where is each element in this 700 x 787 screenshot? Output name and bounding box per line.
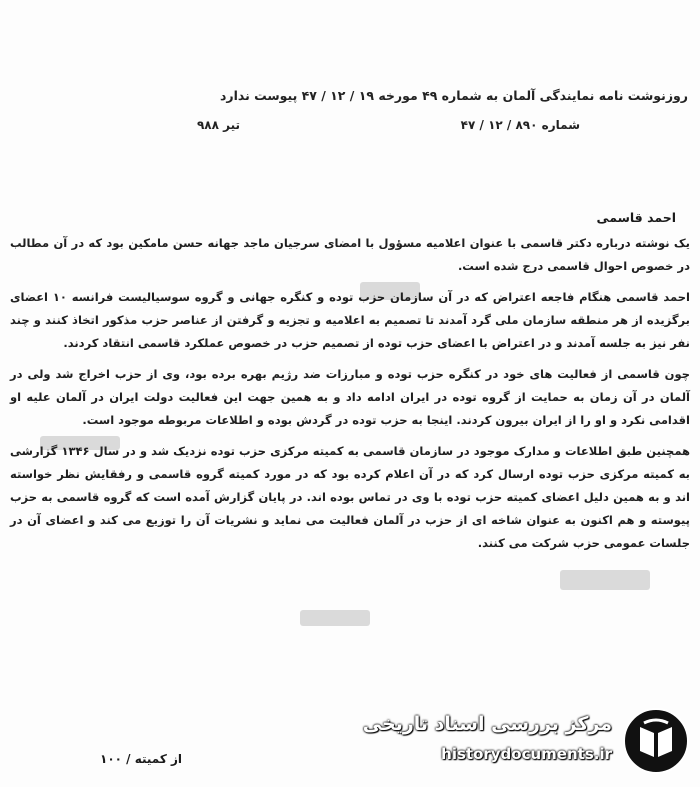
body-paragraph: یک نوشته درباره دکتر قاسمی با عنوان اعلامیه مسؤول با امضای سرجیان ماجد جهانه حسن مامکین بود که در آن مطالب در خصوص احوال قاسمی درج شده است. [10, 236, 690, 273]
scan-speckle [560, 570, 650, 590]
scan-speckle [300, 610, 370, 626]
document-body [10, 232, 690, 563]
watermark [362, 707, 690, 775]
body-paragraph: چون قاسمی از فعالیت های خود در کنگره حزب توده و مبارزات ضد رژیم بهره برده بود، وی از حزب اخراج شد ولی در آلمان در آن زمان به حمایت از گروه توده در ایران ادامه داد و به همین جهت این فعالیت دولت ایران در آلمان علیه او اقدامی نکرد و او را از ایران بیرون کردند. اینجا به حزب توده در گردش بوده و اطلاعات مربوطه موجود است. [10, 367, 690, 427]
body-paragraph: همچنین طبق اطلاعات و مدارک موجود در سازمان قاسمی به کمیته مرکزی حزب توده نزدیک شد و در سال ۱۳۴۶ گزارشی به کمیته مرکزی حزب توده ارسال کرد که در آن اعلام کرده بود که در مورد کمیته گروه قاسمی و رفقایش نظر خواسته اند و به همین دلیل اعضای کمیته حزب توده با وی در تماس بوده اند. در پایان گزارش آمده است که گروه قاسمی به حزب پیوسته و هم اکنون به عنوان شاخه ای از حزب در آلمان فعالیت می نماید و نشریات آن را توزیع می کند و اعضای آن در جلسات عمومی حزب شرکت می کنند. [10, 444, 690, 550]
document-subject-name: احمد قاسمی [596, 210, 676, 225]
watermark-title: مرکز بررسی اسناد تاریخی [362, 713, 612, 735]
body-paragraph: احمد قاسمی هنگام فاجعه اعتراض که در آن سازمان حزب توده و کنگره جهانی و گروه سوسیالیست فرانسه ۱۰ اعضای برگزیده از هر منطقه سازمان ملی گرد آمدند تا تصمیم به اعلامیه و تجزیه و گرفتن از عناصر حزب مذکور اتخاذ کنند و چند نفر نیز به جلسه آمدند و در اعتراض با اعضای حزب توده از تصمیم حزب در خصوص عملکرد قاسمی انتقاد کردند. [10, 290, 690, 350]
watermark-url: historydocuments.ir [441, 745, 612, 763]
document-header-line: روزنوشت نامه نمایندگی آلمان به شماره ۴۹ مورخه ۱۹ / ۱۲ / ۴۷ پیوست ندارد [219, 88, 688, 103]
document-reference-number: شماره ۸۹۰ / ۱۲ / ۴۷ [460, 118, 580, 132]
book-icon [622, 707, 690, 775]
document-reference-code: تیر ۹۸۸ [196, 118, 240, 132]
document-footer-reference: از کمیته / ۱۰۰ [100, 752, 183, 766]
